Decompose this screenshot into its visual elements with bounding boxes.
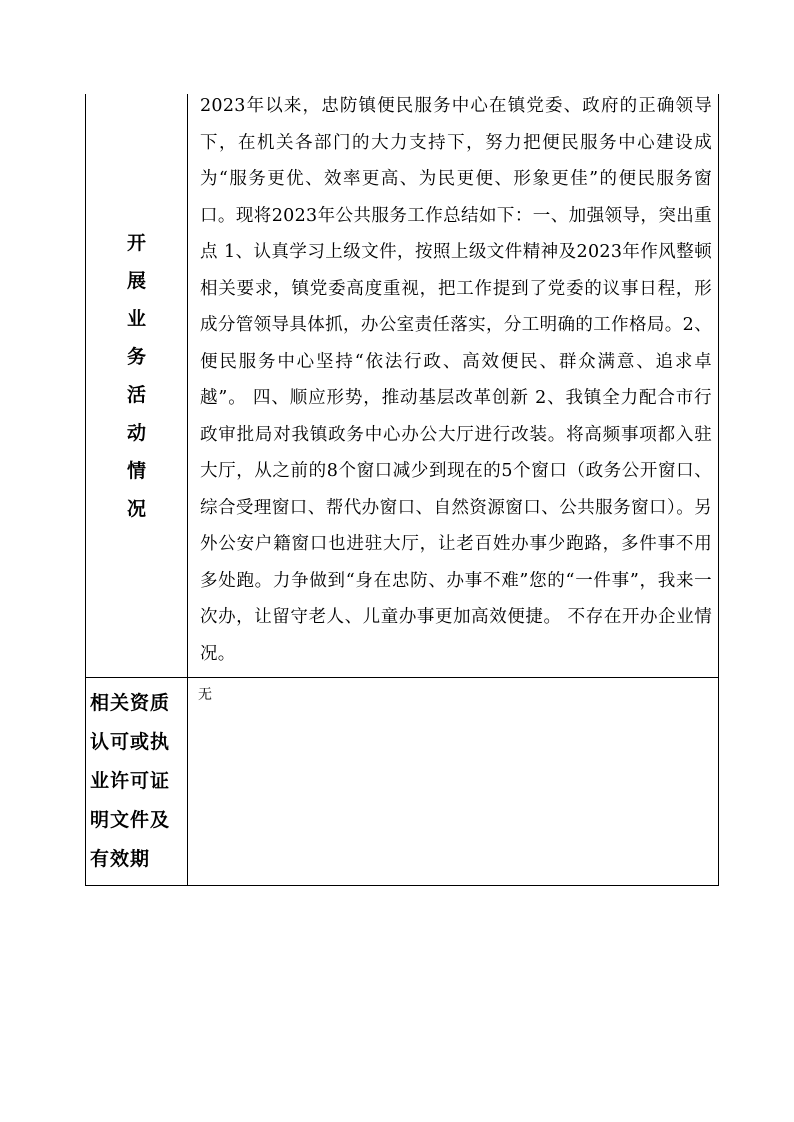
table-row-business-activities: [86, 94, 718, 678]
table-row-qualifications: [86, 678, 718, 886]
label-cell-qualifications: [86, 678, 188, 886]
qualifications-value: 无: [198, 687, 212, 703]
label-char: 展: [126, 270, 146, 292]
label-line: 明文件及: [90, 809, 171, 831]
label-cell-business-activities: [86, 94, 188, 677]
label-char: 开: [126, 232, 146, 254]
label-char: 情: [126, 460, 146, 482]
business-activities-text: 2023年以来，忠防镇便民服务中心在镇党委、政府的正确领导下，在机关各部门的大力支持下，努力把便民服务中心建设成为“服务更优、效率更高、为民更便、形象更佳”的便民服务窗口。现将2023年公共服务工作总结如下：一、加强领导，突出重点 1、认真学习上级文件，按照上级文件精神及2023年作风整顿相关要求，镇党委高度重视，把工作提到了党委的议事日程，形成分管领导具体抓，办公室责任落实，分工明确的工作格局。2、便民服务中心坚持“依法行政、高效便民、群众满意、追求卓越”。 四、顺应形势，推动基层改革创新 2、我镇全力配合市行政审批局对我镇政务中心办公大厅进行改装。将高频事项都入驻大厅，从之前的8个窗口减少到现在的5个窗口（政务公开窗口、综合受理窗口、帮代办窗口、自然资源窗口、公共服务窗口）。另外公安户籍窗口也进驻大厅，让老百姓办事少跑路，多件事不用多处跑。力争做到“身在忠防、办事不难”您的“一件事”，我来一次办，让留守老人、儿童办事更加高效便捷。 不存在开办企业情况。: [200, 96, 712, 664]
label-char: 务: [126, 346, 146, 368]
label-line: 业许可证: [90, 770, 171, 792]
report-table: [85, 94, 719, 886]
qualifications-label: [90, 684, 185, 879]
vertical-label-business-activities: [86, 224, 187, 528]
label-line: 认可或执: [90, 731, 171, 753]
label-char: 活: [126, 384, 146, 406]
label-line: 有效期: [90, 848, 151, 870]
content-cell-qualifications: [188, 678, 718, 886]
label-char: 况: [126, 498, 146, 520]
label-char: 业: [126, 308, 146, 330]
content-cell-business-activities: [188, 94, 718, 677]
label-char: 动: [126, 422, 146, 444]
label-line: 相关资质: [90, 692, 171, 714]
